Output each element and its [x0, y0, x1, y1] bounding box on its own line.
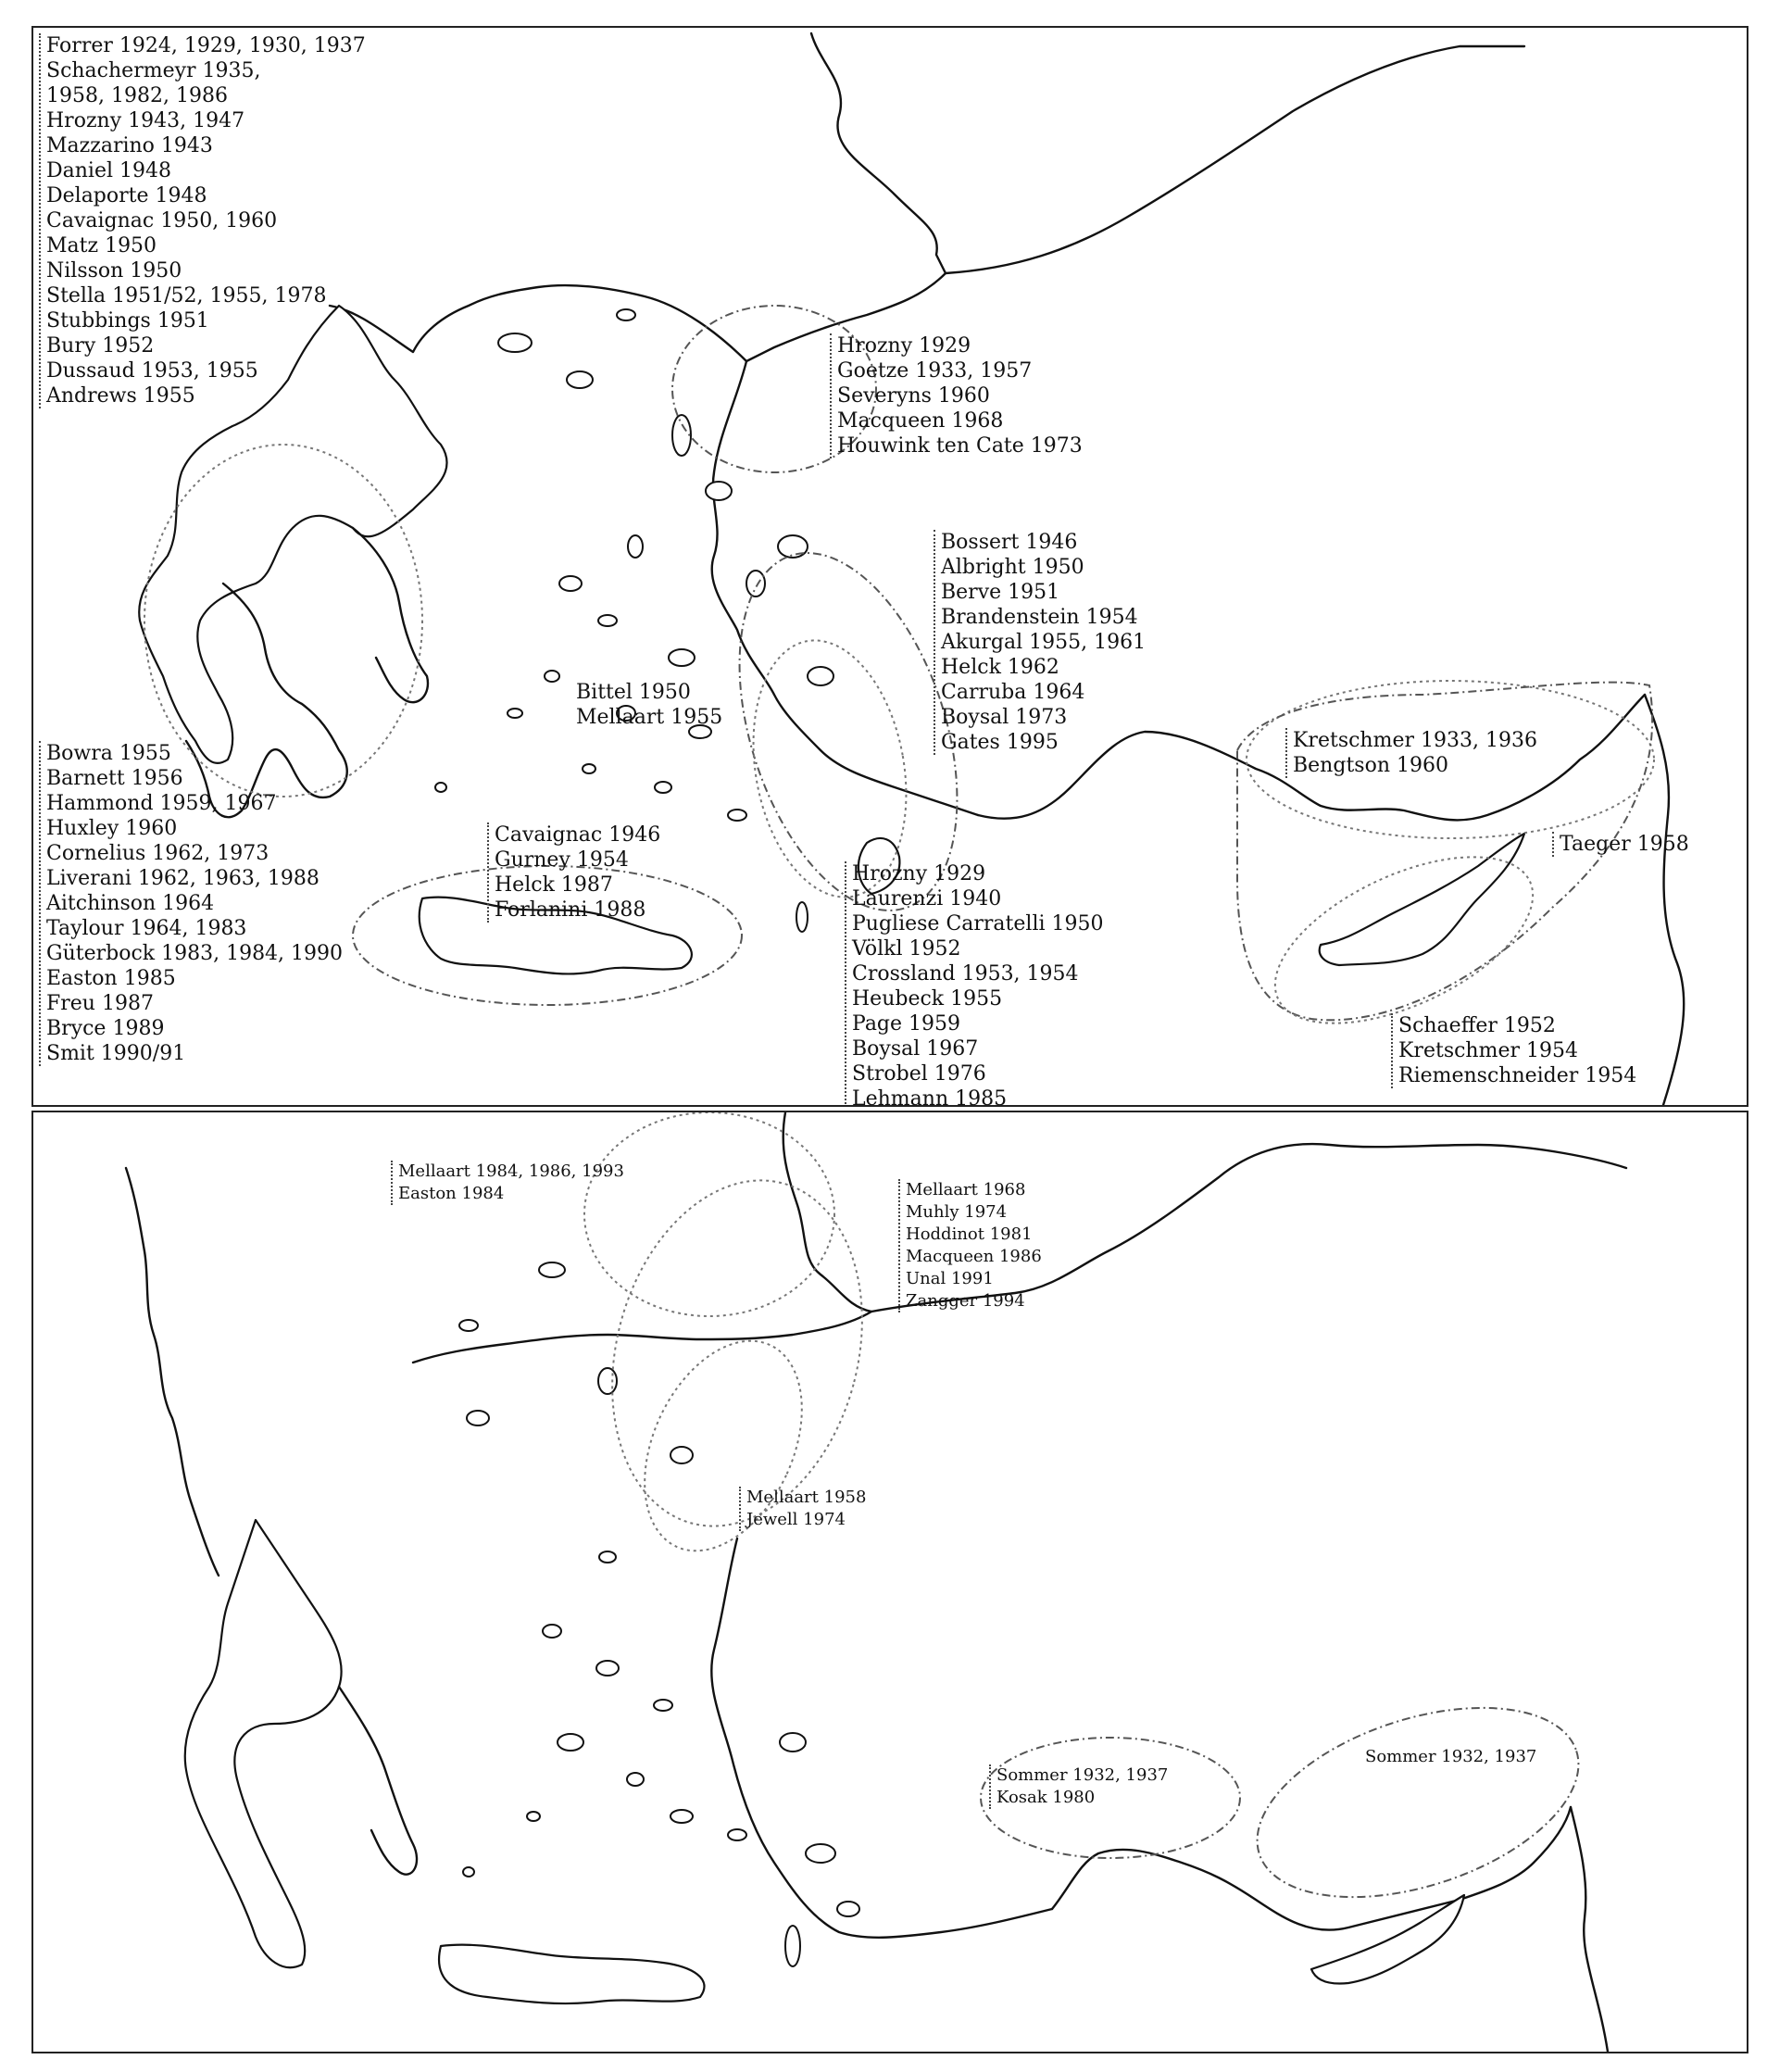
- citation-label: Liverani 1962, 1963, 1988: [46, 867, 320, 890]
- label-group-west: [39, 33, 366, 408]
- citation-label: Hrozny 1929: [837, 334, 971, 358]
- aegean-islands: [459, 1262, 859, 1966]
- label-group-peloponnese: [39, 741, 343, 1066]
- label-group-pamphylia: [989, 1764, 1168, 1809]
- anatolia-west-coast: [711, 1538, 1052, 1938]
- citation-label: Delaporte 1948: [46, 184, 207, 207]
- citation-label: Schachermeyr 1935,: [46, 59, 261, 82]
- citation-label: Helck 1962: [941, 656, 1059, 679]
- balkan-coastline: [413, 1312, 871, 1362]
- crete-island: [439, 1945, 704, 2003]
- citation-label: Cavaignac 1950, 1960: [46, 209, 278, 232]
- citation-label: Jewell 1974: [746, 1510, 846, 1529]
- citation-label: Kretschmer 1933, 1936: [1293, 729, 1537, 752]
- label-group-syria: [1552, 832, 1689, 857]
- label-group-ionia: [934, 530, 1146, 755]
- citation-label: Mellaart 1984, 1986, 1993: [398, 1162, 624, 1181]
- citation-label: Crossland 1953, 1954: [852, 962, 1079, 986]
- citation-label: Schaeffer 1952: [1398, 1014, 1556, 1037]
- label-group-rhodes: [845, 861, 1104, 1107]
- map-panel-top: [31, 26, 1748, 1107]
- citation-label: Völkl 1952: [852, 937, 961, 961]
- map-bottom-drawing: [33, 1112, 1747, 2052]
- citation-label: Hrozny 1943, 1947: [46, 109, 245, 132]
- citation-label: Huxley 1960: [46, 817, 178, 840]
- citation-label: Bryce 1989: [46, 1017, 165, 1040]
- label-group-thrace: [391, 1161, 624, 1205]
- citation-label: Kosak 1980: [996, 1788, 1096, 1807]
- citation-label: Daniel 1948: [46, 159, 171, 182]
- citation-label: Albright 1950: [941, 556, 1084, 579]
- citation-label: Aitchinson 1964: [46, 892, 215, 915]
- zone-cilicia-east: [1234, 1672, 1602, 1933]
- citation-label: Heubeck 1955: [852, 987, 1003, 1011]
- citation-label: Hammond 1959, 1967: [46, 792, 277, 815]
- citation-label: 1958, 1982, 1986: [46, 84, 228, 107]
- citation-label: Mellaart 1968: [906, 1180, 1026, 1199]
- anatolia-south-coast: [1052, 1807, 1571, 1930]
- citation-label: Gates 1995: [941, 731, 1059, 754]
- citation-label: Riemenschneider 1954: [1398, 1064, 1637, 1087]
- citation-label: Zangger 1994: [906, 1291, 1025, 1311]
- label-group-troad-north: [898, 1179, 1042, 1312]
- label-group-troad: [830, 333, 1083, 458]
- citation-label: Mellaart 1958: [746, 1488, 867, 1507]
- citation-label: Brandenstein 1954: [941, 606, 1138, 629]
- citation-label: Pugliese Carratelli 1950: [852, 912, 1104, 936]
- label-group-cilicia: [1285, 728, 1537, 778]
- citation-label: Berve 1951: [941, 581, 1060, 604]
- citation-label: Akurgal 1955, 1961: [941, 631, 1147, 654]
- citation-label: Cornelius 1962, 1973: [46, 842, 269, 865]
- citation-label: Helck 1987: [495, 873, 613, 897]
- citation-label: Easton 1985: [46, 967, 176, 990]
- citation-label: Hrozny 1929: [852, 862, 986, 885]
- citation-label: Boysal 1973: [941, 706, 1068, 729]
- black-sea-coastline: [811, 33, 1524, 273]
- attica-coast: [353, 528, 428, 702]
- citation-label: Kretschmer 1954: [1398, 1039, 1578, 1062]
- citation-label: Taylour 1964, 1983: [46, 917, 247, 940]
- citation-label: Bowra 1955: [46, 742, 171, 765]
- citation-label: Hoddinot 1981: [906, 1224, 1033, 1244]
- citation-label: Page 1959: [852, 1012, 961, 1036]
- citation-label: Barnett 1956: [46, 767, 183, 790]
- label-group-cyprus: [1391, 1013, 1636, 1088]
- citation-label: Unal 1991: [906, 1269, 994, 1288]
- citation-label: Carruba 1964: [941, 681, 1085, 704]
- citation-label: Bury 1952: [46, 334, 155, 358]
- levant-coast: [1645, 695, 1684, 1105]
- citation-label: Forrer 1924, 1929, 1930, 1937: [46, 34, 366, 57]
- citation-label: Nilsson 1950: [46, 259, 182, 283]
- citation-label: Stubbings 1951: [46, 309, 209, 333]
- citation-label: Easton 1984: [398, 1184, 505, 1203]
- citation-label: Mazzarino 1943: [46, 134, 213, 157]
- citation-label: Bittel 1950: [576, 681, 691, 704]
- citation-label: Macqueen 1968: [837, 409, 1004, 433]
- cyprus-island: [1311, 1895, 1464, 1983]
- cyprus-island: [1320, 834, 1524, 965]
- citation-label: Güterbock 1983, 1984, 1990: [46, 942, 344, 965]
- zone-thrace: [584, 1112, 834, 1316]
- greece-mainland: [185, 1520, 342, 1967]
- label-group-crete: [487, 823, 660, 923]
- adriatic-coastline: [126, 1168, 219, 1576]
- citation-label: Andrews 1955: [46, 384, 195, 408]
- citation-label: Freu 1987: [46, 992, 154, 1015]
- citation-label: Smit 1990/91: [46, 1042, 186, 1065]
- citation-label: Sommer 1932, 1937: [996, 1765, 1169, 1785]
- zone-troad-south: [613, 1316, 833, 1576]
- citation-label: Severyns 1960: [837, 384, 990, 408]
- citation-label: Strobel 1976: [852, 1062, 986, 1086]
- attica-coast: [339, 1687, 417, 1875]
- label-group-cilicia-east: [1360, 1746, 1536, 1768]
- citation-label: Muhly 1974: [906, 1202, 1008, 1222]
- citation-label: Boysal 1967: [852, 1037, 979, 1061]
- citation-label: Matz 1950: [46, 234, 157, 257]
- citation-label: Goetze 1933, 1957: [837, 359, 1033, 383]
- citation-label: Laurenzi 1940: [852, 887, 1002, 910]
- citation-label: Mellaart 1955: [576, 706, 723, 729]
- label-group-aegean: [570, 680, 722, 730]
- citation-label: Bossert 1946: [941, 531, 1078, 554]
- citation-label: Stella 1951/52, 1955, 1978: [46, 284, 327, 308]
- citation-label: Bengtson 1960: [1293, 754, 1448, 777]
- label-group-troad-south: [739, 1487, 866, 1531]
- citation-label: Houwink ten Cate 1973: [837, 434, 1083, 458]
- citation-label: Sommer 1932, 1937: [1365, 1747, 1537, 1766]
- citation-label: Dussaud 1953, 1955: [46, 359, 258, 383]
- map-panel-bottom: [31, 1111, 1748, 2053]
- citation-label: Taeger 1958: [1560, 833, 1689, 856]
- levant-coast: [1571, 1807, 1608, 2052]
- citation-label: Gurney 1954: [495, 848, 629, 872]
- citation-label: Lehmann 1985: [852, 1087, 1008, 1107]
- citation-label: Cavaignac 1946: [495, 823, 661, 847]
- citation-label: Macqueen 1986: [906, 1247, 1042, 1266]
- citation-label: Forlanini 1988: [495, 898, 646, 922]
